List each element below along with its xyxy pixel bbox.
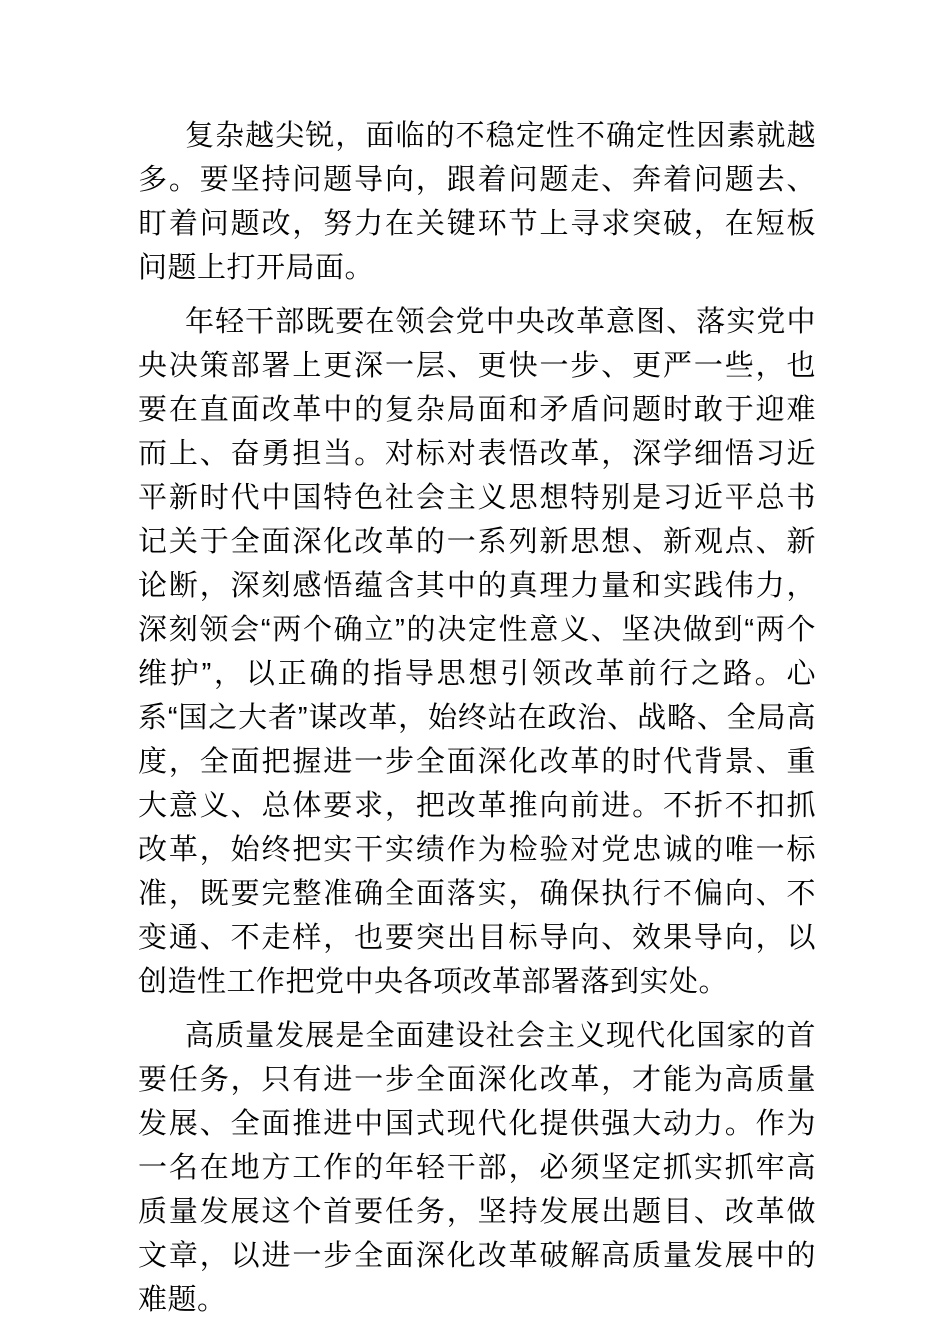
paragraph-2: 年轻干部既要在领会党中央改革意图、落实党中央决策部署上更深一层、更快一步、更严一些，也要在直面改革中的复杂局面和矛盾问题时敢于迎难而上、奋勇担当。对标对表悟改革，深学细悟习近平新时代中国特色社会主义思想特别是习近平总书记关于全面深化改革的一系列新思想、新观点、新论断，深刻感悟蕴含其中的真理力量和实践伟力，深刻领会“两个确立”的决定性意义、坚决做到“两个维护”，以正确的指导思想引领改革前行之路。心系“国之大者”谋改革，始终站在政治、战略、全局高度，全面把握进一步全面深化改革的时代背景、重大意义、总体要求，把改革推向前进。不折不扣抓改革，始终把实干实绩作为检验对党忠诚的唯一标准，既要完整准确全面落实，确保执行不偏向、不变通、不走样，也要突出目标导向、效果导向，以创造性工作把党中央各项改革部署落到实处。 [138,306,816,998]
paragraph-3: 高质量发展是全面建设社会主义现代化国家的首要任务，只有进一步全面深化改革，才能为高质量发展、全面推进中国式现代化提供强大动力。作为一名在地方工作的年轻干部，必须坚定抓实抓牢高质量发展这个首要任务，坚持发展出题目、改革做文章，以进一步全面深化改革破解高质量发展中的难题。 [138,1020,816,1316]
paragraph-1: 复杂越尖锐，面临的不稳定性不确定性因素就越多。要坚持问题导向，跟着问题走、奔着问题去、盯着问题改，努力在关键环节上寻求突破，在短板问题上打开局面。 [138,120,816,284]
